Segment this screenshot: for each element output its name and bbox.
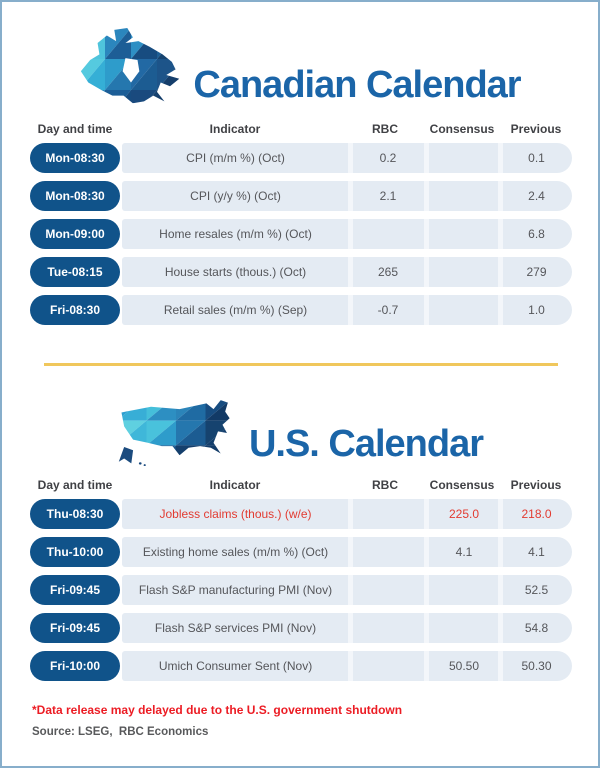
canadian-title: Canadian Calendar (193, 63, 521, 106)
column-separator (498, 143, 503, 173)
column-separator (424, 219, 429, 249)
day-time-pill: Fri-09:45 (30, 575, 120, 605)
indicator-cell: CPI (m/m %) (Oct) (186, 151, 285, 165)
row-band (122, 295, 572, 325)
column-separator (424, 537, 429, 567)
us-section (2, 366, 598, 681)
table-row (30, 499, 572, 529)
table-row (30, 613, 572, 643)
column-separator (348, 575, 353, 605)
row-band (122, 499, 572, 529)
previous-cell: 2.4 (528, 189, 545, 203)
column-separator (498, 219, 503, 249)
row-band (122, 143, 572, 173)
row-band (122, 181, 572, 211)
indicator-cell: Existing home sales (m/m %) (Oct) (142, 545, 329, 559)
rbc-cell: 2.1 (379, 189, 397, 203)
canada-map-icon (79, 28, 183, 122)
column-separator (348, 499, 353, 529)
row-band (122, 257, 572, 287)
column-separator (424, 499, 429, 529)
table-row (30, 143, 572, 173)
rbc-cell: -0.7 (377, 303, 399, 317)
column-separator (348, 219, 353, 249)
day-time-pill: Mon-09:00 (30, 219, 120, 249)
day-time-pill: Fri-08:30 (30, 295, 120, 325)
row-band (122, 219, 572, 249)
col-consensus: Consensus (429, 122, 495, 136)
column-separator (498, 537, 503, 567)
table-row (30, 181, 572, 211)
col-rbc: RBC (372, 122, 398, 136)
column-separator (348, 295, 353, 325)
previous-cell: 6.8 (528, 227, 545, 241)
col-rbc: RBC (372, 478, 398, 492)
consensus-cell: 225.0 (448, 507, 480, 521)
column-separator (498, 651, 503, 681)
column-separator (348, 143, 353, 173)
column-separator (424, 651, 429, 681)
us-map-icon (117, 396, 235, 470)
day-time-pill: Fri-09:45 (30, 613, 120, 643)
day-time-pill: Mon-08:30 (30, 143, 120, 173)
table-row (30, 295, 572, 325)
source-line: Source: LSEG, RBC Economics (32, 726, 209, 738)
us-title: U.S. Calendar (248, 422, 484, 465)
rbc-cell: 0.2 (379, 151, 397, 165)
indicator-cell: Home resales (m/m %) (Oct) (159, 227, 312, 241)
col-indicator: Indicator (209, 478, 261, 492)
us-table-body (30, 499, 572, 681)
canadian-section (2, 2, 598, 325)
col-day-and-time: Day and time (37, 122, 113, 136)
column-separator (348, 537, 353, 567)
column-separator (424, 613, 429, 643)
previous-cell: 50.30 (521, 659, 552, 673)
day-time-pill: Mon-08:30 (30, 181, 120, 211)
previous-cell: 1.0 (528, 303, 545, 317)
row-band (122, 613, 572, 643)
us-table (30, 478, 572, 681)
column-separator (498, 181, 503, 211)
table-row (30, 575, 572, 605)
canadian-table-body (30, 143, 572, 325)
column-separator (424, 257, 429, 287)
indicator-cell: House starts (thous.) (Oct) (164, 265, 307, 279)
table-row (30, 651, 572, 681)
indicator-cell: Umich Consumer Sent (Nov) (158, 659, 313, 673)
column-separator (498, 295, 503, 325)
previous-cell: 0.1 (528, 151, 545, 165)
col-previous: Previous (510, 122, 562, 136)
indicator-cell: Flash S&P services PMI (Nov) (154, 621, 317, 635)
column-separator (348, 181, 353, 211)
day-time-pill: Thu-08:30 (30, 499, 120, 529)
column-separator (424, 143, 429, 173)
column-separator (424, 575, 429, 605)
row-band (122, 537, 572, 567)
previous-cell: 279 (526, 265, 547, 279)
col-day-and-time: Day and time (37, 478, 113, 492)
previous-cell: 4.1 (528, 545, 545, 559)
column-separator (498, 613, 503, 643)
column-separator (424, 295, 429, 325)
indicator-cell: Flash S&P manufacturing PMI (Nov) (138, 583, 333, 597)
column-separator (348, 613, 353, 643)
us-header (2, 366, 598, 470)
indicator-cell: CPI (y/y %) (Oct) (190, 189, 281, 203)
consensus-cell: 4.1 (455, 545, 473, 559)
previous-cell: 218.0 (521, 507, 552, 521)
consensus-cell: 50.50 (448, 659, 480, 673)
row-band (122, 651, 572, 681)
col-indicator: Indicator (209, 122, 261, 136)
canadian-table-header (30, 122, 572, 137)
us-table-header (30, 478, 572, 493)
table-row (30, 537, 572, 567)
table-row (30, 219, 572, 249)
rbc-cell: 265 (377, 265, 399, 279)
column-separator (348, 257, 353, 287)
previous-cell: 52.5 (524, 583, 549, 597)
column-separator (498, 499, 503, 529)
canadian-table (30, 122, 572, 325)
column-separator (424, 181, 429, 211)
table-row (30, 257, 572, 287)
previous-cell: 54.8 (524, 621, 549, 635)
indicator-cell: Jobless claims (thous.) (w/e) (159, 507, 312, 521)
day-time-pill: Tue-08:15 (30, 257, 120, 287)
day-time-pill: Thu-10:00 (30, 537, 120, 567)
canadian-header (2, 2, 598, 122)
footnote: *Data release may delayed due to the U.S. government shutdown (32, 703, 403, 717)
row-band (122, 575, 572, 605)
col-previous: Previous (510, 478, 562, 492)
column-separator (498, 575, 503, 605)
column-separator (498, 257, 503, 287)
column-separator (348, 651, 353, 681)
indicator-cell: Retail sales (m/m %) (Sep) (163, 303, 308, 317)
day-time-pill: Fri-10:00 (30, 651, 120, 681)
col-consensus: Consensus (429, 478, 495, 492)
